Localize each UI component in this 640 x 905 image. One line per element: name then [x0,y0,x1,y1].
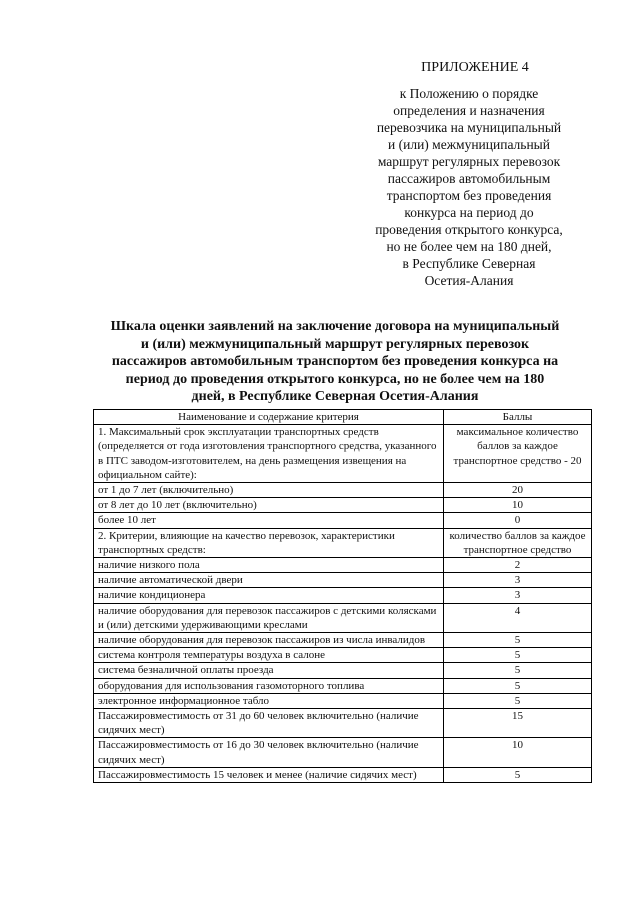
table-row [94,573,592,588]
points-cell: 5 [444,648,592,663]
criterion-cell: наличие низкого пола [94,558,444,573]
points-cell: 10 [444,738,592,767]
header-points: Баллы [444,410,592,425]
scale-title-line: период до проведения открытого конкурса, но не более чем на 180 [125,371,545,387]
appendix-reference-line: определения и назначения [393,103,545,118]
table-row [94,633,592,648]
points-cell: 5 [444,678,592,693]
criterion-cell: Пассажировместимость от 16 до 30 человек включительно (наличие сидячих мест) [94,738,444,767]
criterion-cell: более 10 лет [94,513,444,528]
table-row [94,483,592,498]
criterion-cell: система безналичной оплаты проезда [94,663,444,678]
table-row [94,663,592,678]
table-row [94,498,592,513]
points-cell: максимальное количество баллов за каждое транспортное средство - 20 [444,425,592,483]
table-row [94,648,592,663]
points-cell: 5 [444,693,592,708]
appendix-reference-line: но не более чем на 180 дней, [386,239,552,254]
table-row [94,678,592,693]
appendix-title: ПРИЛОЖЕНИЕ 4 [421,60,529,75]
points-cell: 10 [444,498,592,513]
scale-title-line: пассажиров автомобильным транспортом без проведения конкурса на [111,354,559,370]
criterion-cell: система контроля температуры воздуха в салоне [94,648,444,663]
criterion-cell: наличие оборудования для перевозок пассажиров с детскими колясками и (или) детскими удерживающими креслами [94,603,444,632]
criterion-cell: от 1 до 7 лет (включительно) [94,483,444,498]
points-cell: 5 [444,633,592,648]
criterion-cell: 2. Критерии, влияющие на качество перевозок, характеристики транспортных средств: [94,528,444,557]
scale-title-line: и (или) межмуниципальный маршрут регулярных перевозок [140,336,530,352]
appendix-reference-line: маршрут регулярных перевозок [377,154,561,169]
appendix-reference-line: транспортом без проведения [386,188,552,203]
table-row [94,588,592,603]
points-cell: 20 [444,483,592,498]
points-cell: 0 [444,513,592,528]
table-row [94,513,592,528]
points-cell: 2 [444,558,592,573]
criterion-cell: наличие автоматической двери [94,573,444,588]
table-row [94,528,592,557]
criteria-table [93,409,592,783]
table-row [94,738,592,767]
table-row [94,767,592,782]
criterion-cell: Пассажировместимость 15 человек и менее (наличие сидячих мест) [94,767,444,782]
scale-title [80,318,590,406]
appendix-reference-line: пассажиров автомобильным [387,171,551,186]
points-cell: 15 [444,709,592,738]
appendix-reference-line: в Республике Северная [402,256,536,271]
criterion-cell: оборудования для использования газомоторного топлива [94,678,444,693]
table-header-row [94,410,592,425]
table-row [94,603,592,632]
appendix-reference-line: конкурса на период до [404,205,534,220]
table-row [94,709,592,738]
table-row [94,425,592,483]
appendix-reference [345,85,593,289]
appendix-reference-line: Осетия-Алания [424,273,514,288]
points-cell: 4 [444,603,592,632]
scale-title-line: Шкала оценки заявлений на заключение договора на муниципальный [110,319,560,334]
header-criterion: Наименование и содержание критерия [94,410,444,425]
points-cell: 3 [444,573,592,588]
points-cell: 5 [444,767,592,782]
appendix-reference-line: перевозчика на муниципальный [376,120,562,135]
table-row [94,558,592,573]
appendix-reference-line: и (или) межмуниципальный [388,137,550,152]
criterion-cell: электронное информационное табло [94,693,444,708]
criterion-cell: Пассажировместимость от 31 до 60 человек включительно (наличие сидячих мест) [94,709,444,738]
criterion-cell: наличие оборудования для перевозок пассажиров из числа инвалидов [94,633,444,648]
criterion-cell: от 8 лет до 10 лет (включительно) [94,498,444,513]
points-cell: 5 [444,663,592,678]
criterion-cell: 1. Максимальный срок эксплуатации транспортных средств (определяется от года изготовления транспортного средства, указанного в ПТС заводом-изготовителем, на день размещения извещения на официальном сайте): [94,425,444,483]
table-row [94,693,592,708]
points-cell: 3 [444,588,592,603]
appendix-reference-line: к Положению о порядке [399,86,539,101]
criterion-cell: наличие кондиционера [94,588,444,603]
points-cell: количество баллов за каждое транспортное средство [444,528,592,557]
scale-title-line: дней, в Республике Северная Осетия-Алания [191,389,479,405]
appendix-reference-line: проведения открытого конкурса, [375,222,563,237]
